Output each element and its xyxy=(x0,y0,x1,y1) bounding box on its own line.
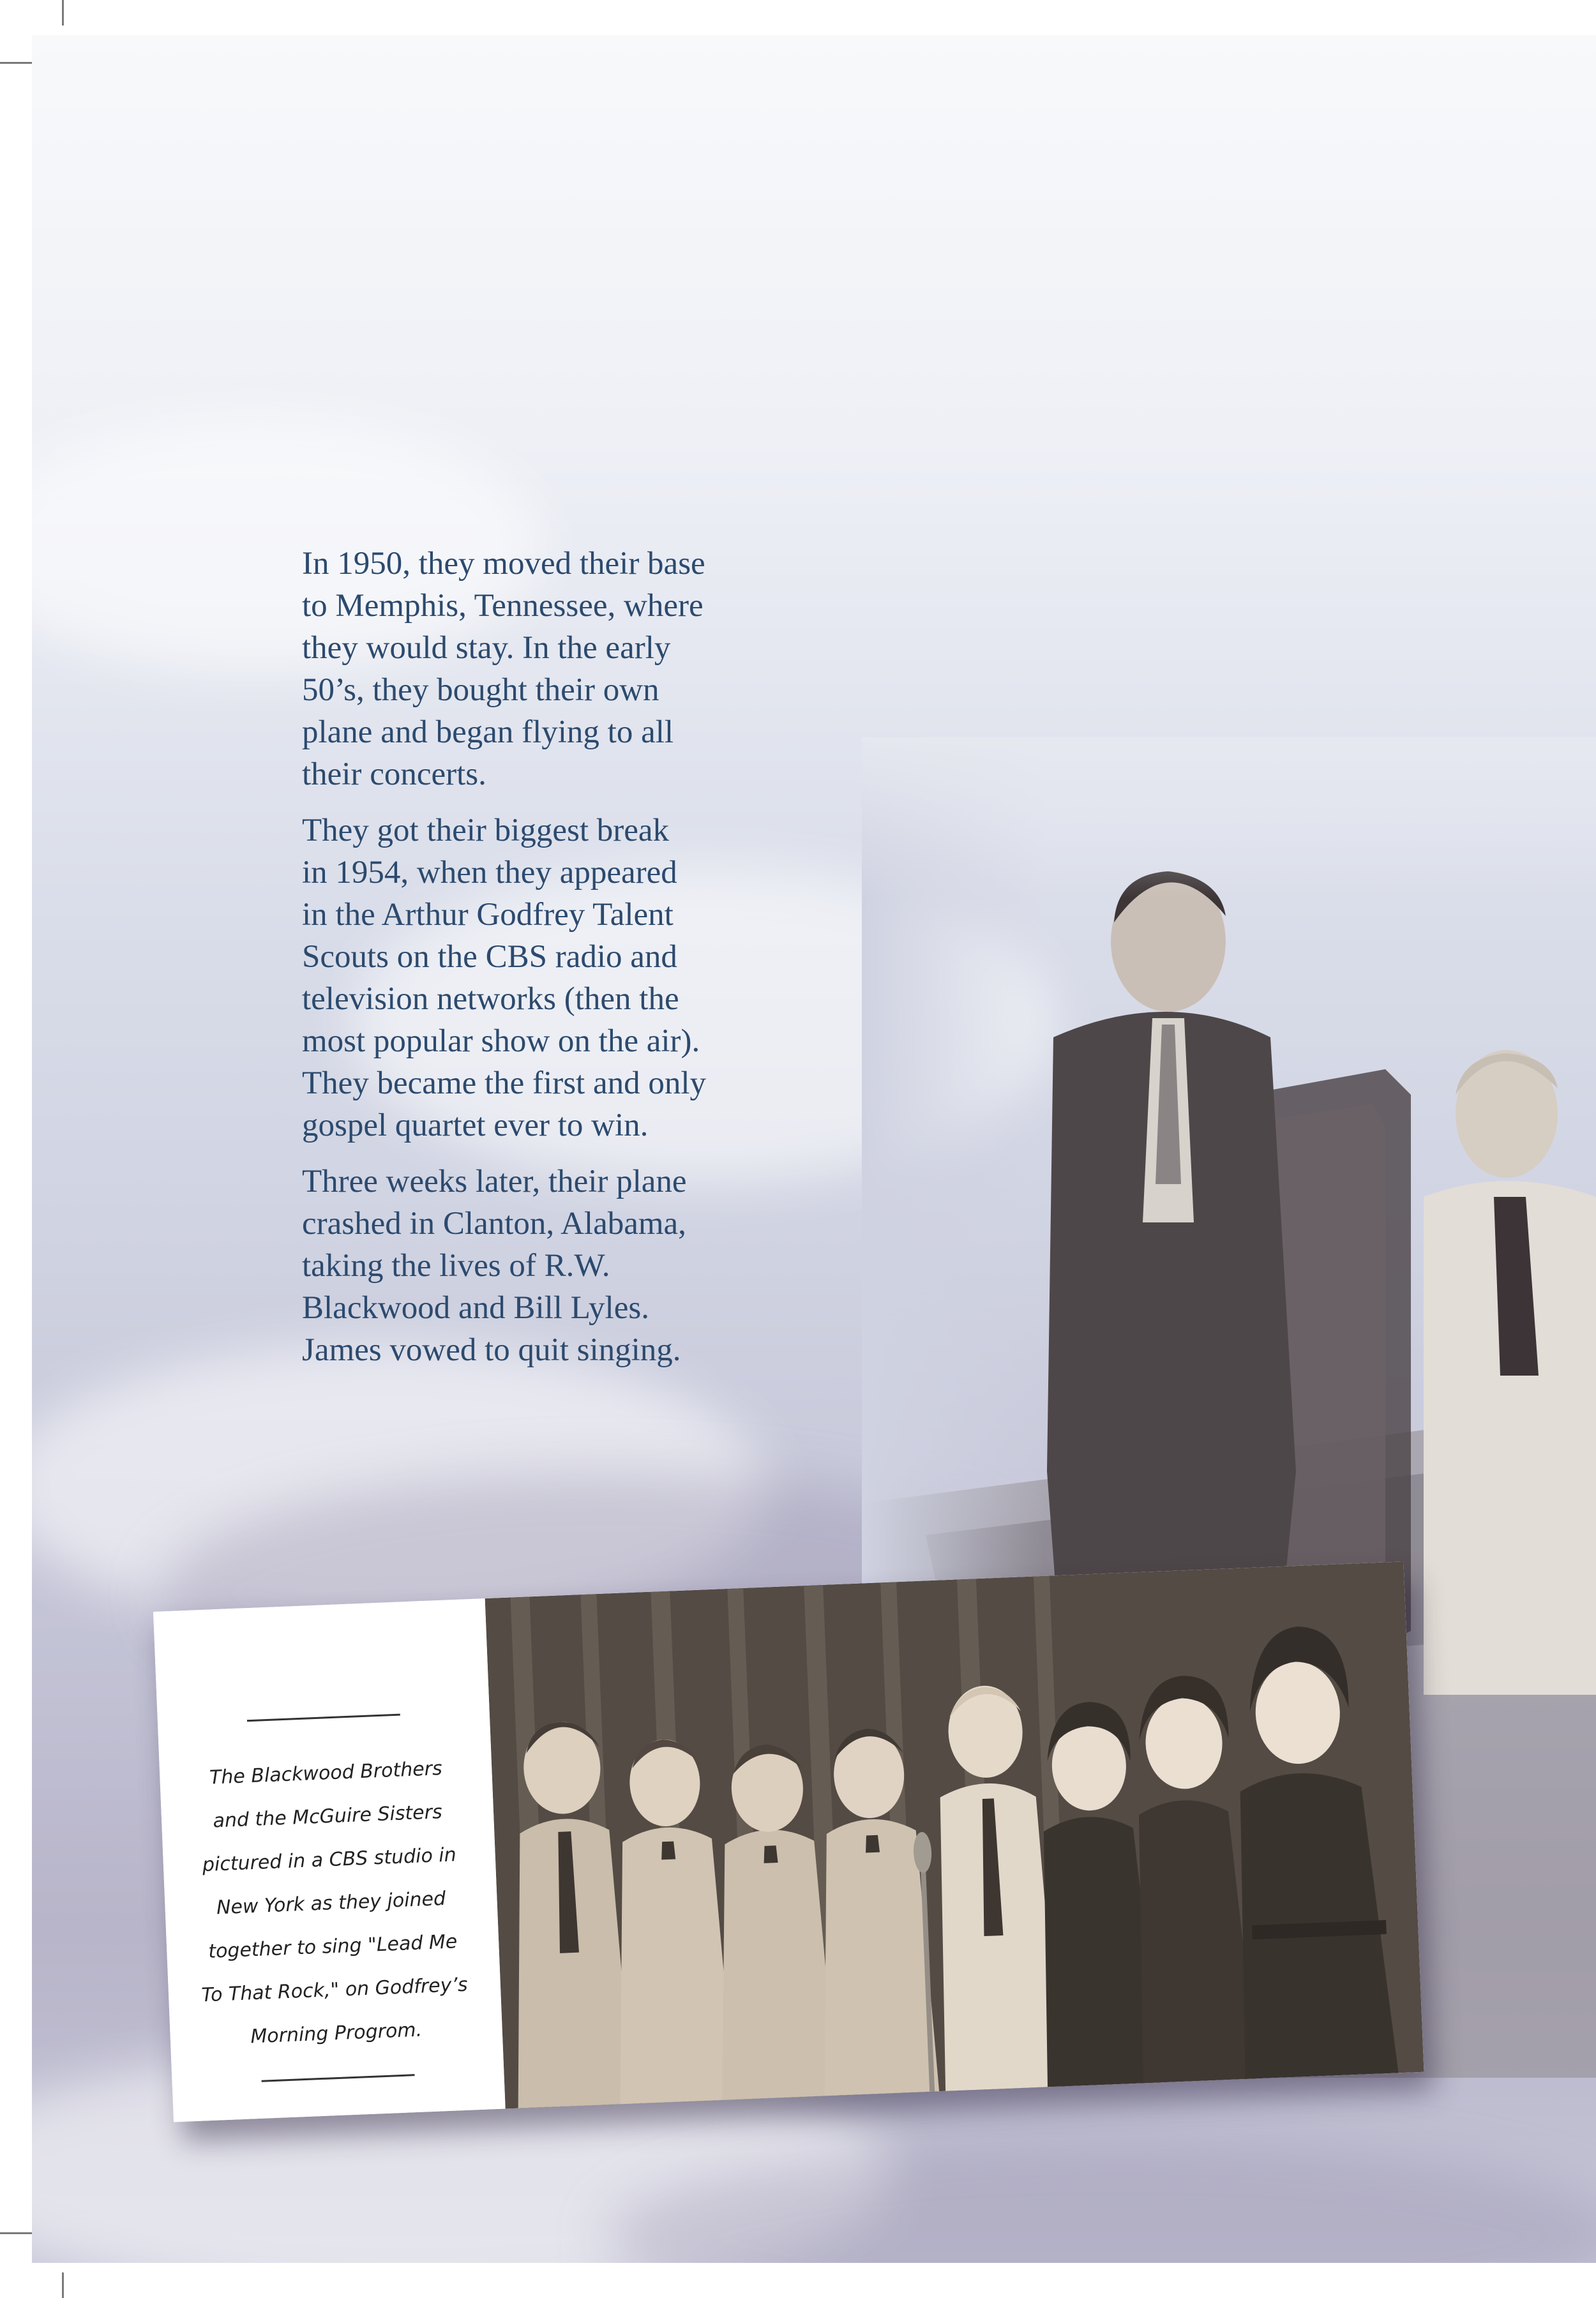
text-line: most popular show on the air). xyxy=(302,1023,700,1059)
caption-line: and the McGuire Sisters xyxy=(212,1801,443,1833)
crop-mark-top-left-v xyxy=(62,0,64,26)
crop-mark-top-left-h xyxy=(0,62,32,64)
paragraph-2 xyxy=(302,809,825,1146)
body-text xyxy=(302,543,825,1385)
caption-panel xyxy=(153,1598,506,2122)
caption-line: Morning Progrom. xyxy=(250,2018,423,2048)
text-line: gospel quartet ever to win. xyxy=(302,1108,649,1143)
caption-text xyxy=(178,1746,484,2061)
text-line: plane and began flying to all xyxy=(302,714,674,750)
text-line: Blackwood and Bill Lyles. xyxy=(302,1290,649,1326)
caption-rule-bottom xyxy=(262,2074,415,2082)
text-line: television networks (then the xyxy=(302,981,679,1017)
crop-mark-bottom-left-v xyxy=(62,2272,64,2298)
text-line: James vowed to quit singing. xyxy=(302,1332,681,1368)
page xyxy=(32,35,1596,2263)
text-line: they would stay. In the early xyxy=(302,630,671,666)
text-line: in the Arthur Godfrey Talent xyxy=(302,897,674,933)
caption-line: pictured in a CBS studio in xyxy=(202,1844,457,1877)
text-line: crashed in Clanton, Alabama, xyxy=(302,1206,686,1242)
text-line: in 1954, when they appeared xyxy=(302,855,677,890)
caption-line: New York as they joined xyxy=(216,1887,446,1919)
paragraph-1 xyxy=(302,543,825,795)
text-line: Scouts on the CBS radio and xyxy=(302,939,677,975)
caption-line: To That Rock," on Godfrey’s xyxy=(200,1973,469,2007)
text-line: to Memphis, Tennessee, where xyxy=(302,588,704,624)
text-line: Three weeks later, their plane xyxy=(302,1164,687,1199)
text-line: They got their biggest break xyxy=(302,813,669,848)
group-photo xyxy=(485,1561,1424,2108)
text-line: taking the lives of R.W. xyxy=(302,1248,610,1284)
text-line: their concerts. xyxy=(302,756,486,792)
caption-line: together to sing "Lead Me xyxy=(207,1930,458,1963)
caption-rule-top xyxy=(247,1714,400,1722)
text-line: They became the first and only xyxy=(302,1065,707,1101)
crop-mark-bottom-left-h xyxy=(0,2232,32,2234)
text-line: In 1950, they moved their base xyxy=(302,546,705,582)
photo-card xyxy=(153,1561,1424,2122)
text-line: 50’s, they bought their own xyxy=(302,672,659,708)
paragraph-3 xyxy=(302,1160,825,1371)
caption-line: The Blackwood Brothers xyxy=(209,1757,443,1789)
